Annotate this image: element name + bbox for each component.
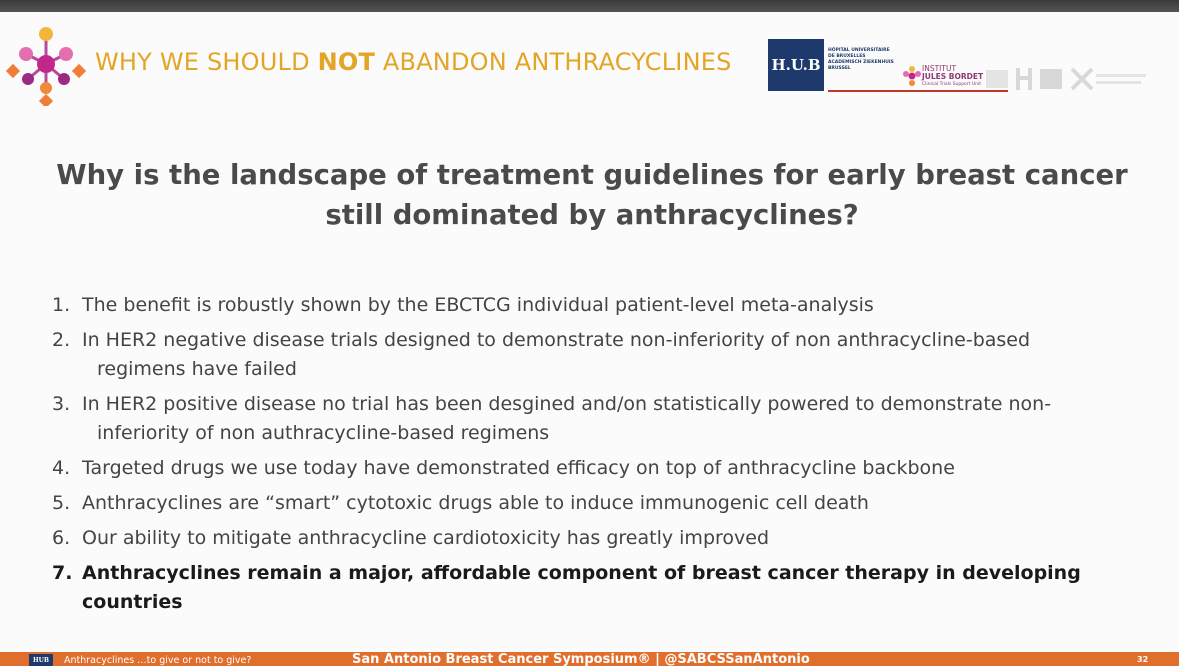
- list-item-text: The benefit is robustly shown by the EBCTCG individual patient-level meta-analysis: [82, 294, 874, 316]
- reasons-list: [52, 291, 1162, 623]
- list-item-number: 4.: [52, 457, 71, 479]
- footer-hub-logo: HUB: [29, 654, 53, 666]
- slide-header-title: WHY WE SHOULD NOT ABANDON ANTHRACYCLINES: [95, 48, 732, 76]
- hub-institution-text: HÔPITAL UNIVERSITAIRE DE BRUXELLES ACADEMISCH ZIEKENHUIS BRUSSEL: [828, 48, 894, 71]
- list-item-text-continued: regimens have failed: [97, 358, 297, 380]
- list-item-number: 1.: [52, 294, 71, 316]
- hub-underline: [828, 90, 1008, 92]
- bordet-institution-text: INSTITUT JULES BORDET Clinical Trials Support Unit: [922, 64, 984, 87]
- slide: [0, 12, 1179, 652]
- list-item: [52, 291, 1162, 320]
- list-item: [52, 454, 1162, 483]
- list-item-number: 7.: [52, 562, 73, 584]
- list-item-text: Anthracyclines are “smart” cytotoxic drugs able to induce immunogenic cell death: [82, 492, 869, 514]
- list-item-number: 2.: [52, 329, 71, 351]
- list-item-text: Targeted drugs we use today have demonstrated efficacy on top of anthracycline backbone: [82, 457, 955, 479]
- top-bar: [0, 0, 1179, 12]
- list-item-text: In HER2 negative disease trials designed to demonstrate non-inferiority of non anthracycline-based: [82, 329, 1031, 351]
- list-item-number: 3.: [52, 393, 71, 415]
- footer-symposium-text: San Antonio Breast Cancer Symposium® | @SABCSSanAntonio: [352, 652, 810, 666]
- list-item: [52, 326, 1162, 384]
- list-item: [52, 559, 1162, 617]
- list-item-number: 5.: [52, 492, 71, 514]
- molecule-logo-icon: [6, 24, 86, 106]
- list-item-text: In HER2 positive disease no trial has been desgined and/on statistically powered to demonstrate non-: [82, 393, 1052, 415]
- footer-talk-title: Anthracyclines …to give or not to give?: [64, 655, 252, 666]
- hub-logo: H.U.B: [768, 39, 824, 91]
- list-item-number: 6.: [52, 527, 71, 549]
- footer-bar: [0, 652, 1179, 666]
- main-question: Why is the landscape of treatment guidelines for early breast cancer still dominated by anthracyclines?: [56, 159, 1128, 231]
- page-number: 32: [1137, 655, 1149, 664]
- list-item-text-continued: inferiority of non authracycline-based regimens: [97, 422, 550, 444]
- list-item: [52, 489, 1162, 518]
- list-item: [52, 390, 1162, 448]
- partner-logos-icon: [986, 66, 1151, 96]
- bordet-logo-icon: [903, 65, 921, 87]
- list-item-text: Our ability to mitigate anthracycline cardiotoxicity has greatly improved: [82, 527, 770, 549]
- list-item-text: Anthracyclines remain a major, affordable component of breast cancer therapy in developing countries: [82, 562, 1081, 613]
- list-item: [52, 524, 1162, 553]
